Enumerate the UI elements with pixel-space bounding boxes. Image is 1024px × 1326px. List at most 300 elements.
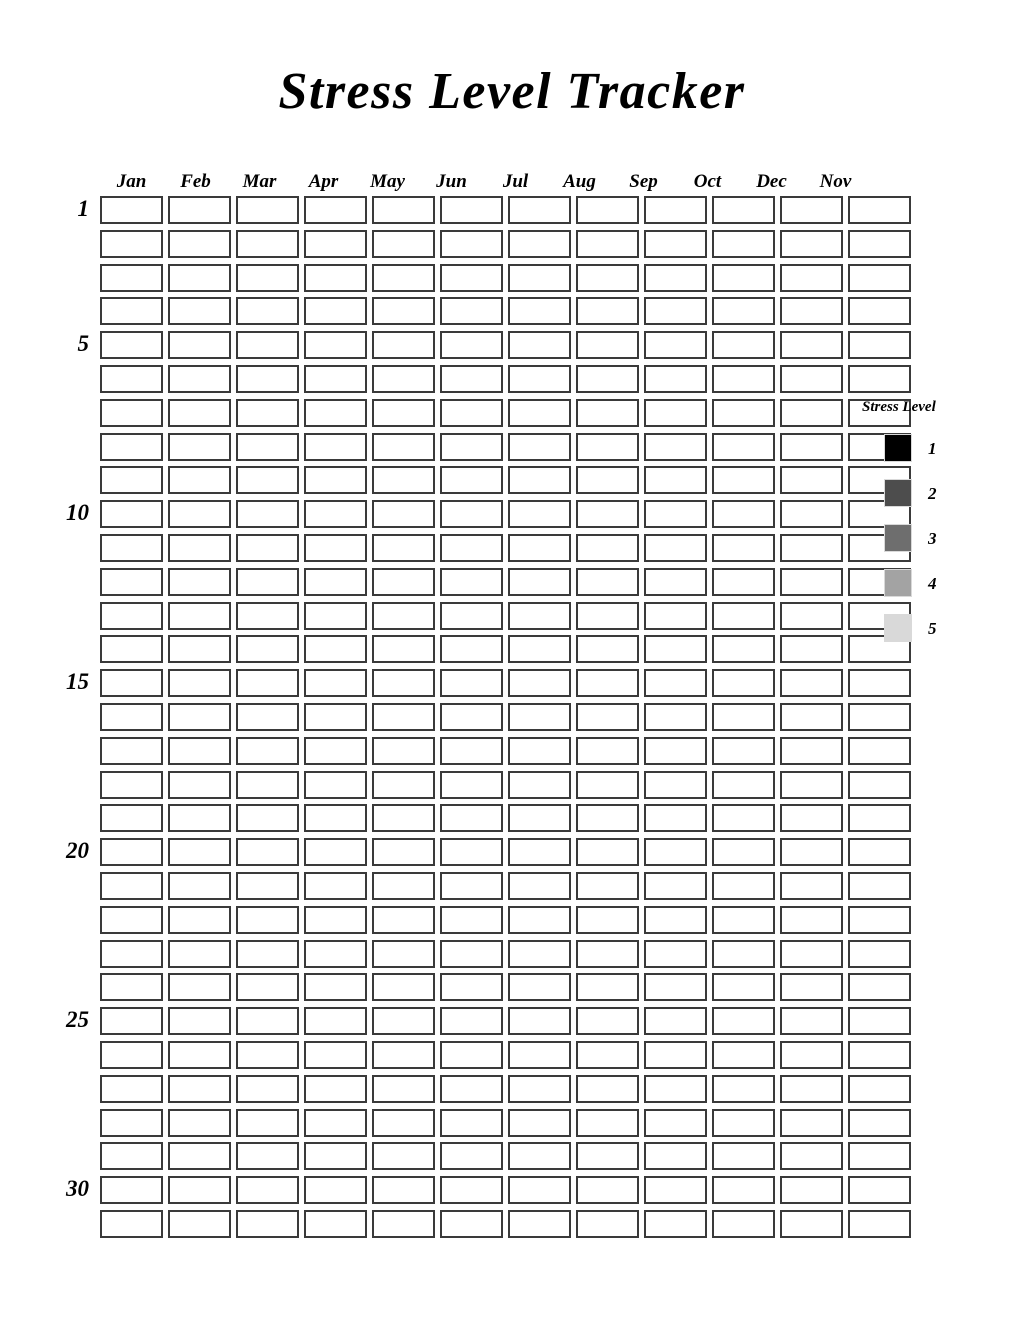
day-cell[interactable]	[712, 906, 775, 934]
day-cell[interactable]	[712, 196, 775, 224]
day-cell[interactable]	[236, 534, 299, 562]
day-cell[interactable]	[100, 568, 163, 596]
day-cell[interactable]	[508, 906, 571, 934]
day-cell[interactable]	[372, 1007, 435, 1035]
day-cell[interactable]	[168, 264, 231, 292]
day-cell[interactable]	[576, 1041, 639, 1069]
day-cell[interactable]	[440, 771, 503, 799]
day-cell[interactable]	[168, 838, 231, 866]
day-cell[interactable]	[236, 771, 299, 799]
day-cell[interactable]	[100, 466, 163, 494]
day-cell[interactable]	[644, 737, 707, 765]
day-cell[interactable]	[236, 669, 299, 697]
day-cell[interactable]	[508, 433, 571, 461]
day-cell[interactable]	[372, 771, 435, 799]
day-cell[interactable]	[508, 602, 571, 630]
day-cell[interactable]	[644, 1007, 707, 1035]
day-cell[interactable]	[440, 500, 503, 528]
day-cell[interactable]	[712, 1041, 775, 1069]
day-cell[interactable]	[236, 331, 299, 359]
day-cell[interactable]	[304, 872, 367, 900]
day-cell[interactable]	[372, 331, 435, 359]
day-cell[interactable]	[440, 1041, 503, 1069]
day-cell[interactable]	[304, 906, 367, 934]
day-cell[interactable]	[508, 669, 571, 697]
day-cell[interactable]	[372, 669, 435, 697]
day-cell[interactable]	[644, 872, 707, 900]
day-cell[interactable]	[100, 737, 163, 765]
day-cell[interactable]	[576, 804, 639, 832]
day-cell[interactable]	[508, 804, 571, 832]
day-cell[interactable]	[576, 1075, 639, 1103]
day-cell[interactable]	[780, 635, 843, 663]
day-cell[interactable]	[100, 230, 163, 258]
day-cell[interactable]	[168, 196, 231, 224]
day-cell[interactable]	[440, 838, 503, 866]
day-cell[interactable]	[304, 433, 367, 461]
day-cell[interactable]	[576, 1109, 639, 1137]
day-cell[interactable]	[168, 872, 231, 900]
day-cell[interactable]	[440, 331, 503, 359]
day-cell[interactable]	[372, 872, 435, 900]
day-cell[interactable]	[304, 230, 367, 258]
day-cell[interactable]	[644, 196, 707, 224]
day-cell[interactable]	[576, 973, 639, 1001]
day-cell[interactable]	[712, 973, 775, 1001]
day-cell[interactable]	[644, 365, 707, 393]
day-cell[interactable]	[236, 906, 299, 934]
day-cell[interactable]	[236, 297, 299, 325]
day-cell[interactable]	[780, 331, 843, 359]
day-cell[interactable]	[372, 635, 435, 663]
day-cell[interactable]	[236, 500, 299, 528]
day-cell[interactable]	[100, 433, 163, 461]
day-cell[interactable]	[236, 1176, 299, 1204]
day-cell[interactable]	[100, 906, 163, 934]
day-cell[interactable]	[372, 500, 435, 528]
day-cell[interactable]	[304, 568, 367, 596]
day-cell[interactable]	[576, 433, 639, 461]
day-cell[interactable]	[168, 433, 231, 461]
day-cell[interactable]	[644, 297, 707, 325]
day-cell[interactable]	[576, 331, 639, 359]
day-cell[interactable]	[508, 771, 571, 799]
day-cell[interactable]	[780, 230, 843, 258]
day-cell[interactable]	[508, 1210, 571, 1238]
day-cell[interactable]	[168, 771, 231, 799]
day-cell[interactable]	[848, 230, 911, 258]
day-cell[interactable]	[440, 973, 503, 1001]
day-cell[interactable]	[168, 602, 231, 630]
day-cell[interactable]	[168, 466, 231, 494]
day-cell[interactable]	[236, 568, 299, 596]
day-cell[interactable]	[712, 771, 775, 799]
day-cell[interactable]	[848, 1075, 911, 1103]
day-cell[interactable]	[304, 1210, 367, 1238]
day-cell[interactable]	[304, 703, 367, 731]
day-cell[interactable]	[848, 1007, 911, 1035]
day-cell[interactable]	[576, 297, 639, 325]
day-cell[interactable]	[236, 1142, 299, 1170]
day-cell[interactable]	[168, 804, 231, 832]
day-cell[interactable]	[440, 1109, 503, 1137]
day-cell[interactable]	[576, 264, 639, 292]
day-cell[interactable]	[100, 1041, 163, 1069]
day-cell[interactable]	[100, 399, 163, 427]
day-cell[interactable]	[372, 703, 435, 731]
day-cell[interactable]	[576, 602, 639, 630]
day-cell[interactable]	[372, 466, 435, 494]
day-cell[interactable]	[712, 331, 775, 359]
day-cell[interactable]	[100, 1075, 163, 1103]
day-cell[interactable]	[168, 973, 231, 1001]
day-cell[interactable]	[372, 230, 435, 258]
day-cell[interactable]	[712, 365, 775, 393]
day-cell[interactable]	[372, 399, 435, 427]
day-cell[interactable]	[508, 940, 571, 968]
day-cell[interactable]	[236, 872, 299, 900]
day-cell[interactable]	[304, 1041, 367, 1069]
day-cell[interactable]	[644, 771, 707, 799]
day-cell[interactable]	[236, 703, 299, 731]
day-cell[interactable]	[304, 399, 367, 427]
day-cell[interactable]	[848, 1210, 911, 1238]
day-cell[interactable]	[712, 568, 775, 596]
day-cell[interactable]	[100, 635, 163, 663]
day-cell[interactable]	[168, 635, 231, 663]
day-cell[interactable]	[168, 365, 231, 393]
day-cell[interactable]	[644, 703, 707, 731]
day-cell[interactable]	[576, 669, 639, 697]
day-cell[interactable]	[440, 1075, 503, 1103]
day-cell[interactable]	[304, 500, 367, 528]
day-cell[interactable]	[712, 602, 775, 630]
day-cell[interactable]	[304, 804, 367, 832]
day-cell[interactable]	[304, 365, 367, 393]
day-cell[interactable]	[168, 1041, 231, 1069]
day-cell[interactable]	[780, 872, 843, 900]
day-cell[interactable]	[440, 1007, 503, 1035]
day-cell[interactable]	[440, 602, 503, 630]
day-cell[interactable]	[304, 196, 367, 224]
day-cell[interactable]	[304, 1007, 367, 1035]
day-cell[interactable]	[644, 264, 707, 292]
day-cell[interactable]	[236, 230, 299, 258]
day-cell[interactable]	[100, 196, 163, 224]
day-cell[interactable]	[304, 1075, 367, 1103]
day-cell[interactable]	[848, 196, 911, 224]
day-cell[interactable]	[236, 365, 299, 393]
day-cell[interactable]	[304, 635, 367, 663]
day-cell[interactable]	[372, 1176, 435, 1204]
day-cell[interactable]	[168, 1142, 231, 1170]
day-cell[interactable]	[508, 737, 571, 765]
day-cell[interactable]	[780, 433, 843, 461]
day-cell[interactable]	[712, 804, 775, 832]
day-cell[interactable]	[644, 602, 707, 630]
day-cell[interactable]	[712, 500, 775, 528]
day-cell[interactable]	[372, 838, 435, 866]
day-cell[interactable]	[780, 804, 843, 832]
day-cell[interactable]	[848, 838, 911, 866]
day-cell[interactable]	[780, 1142, 843, 1170]
day-cell[interactable]	[372, 1142, 435, 1170]
day-cell[interactable]	[372, 196, 435, 224]
day-cell[interactable]	[100, 669, 163, 697]
day-cell[interactable]	[236, 602, 299, 630]
day-cell[interactable]	[644, 1210, 707, 1238]
day-cell[interactable]	[372, 1041, 435, 1069]
day-cell[interactable]	[440, 1176, 503, 1204]
day-cell[interactable]	[440, 906, 503, 934]
day-cell[interactable]	[848, 297, 911, 325]
day-cell[interactable]	[508, 534, 571, 562]
day-cell[interactable]	[440, 399, 503, 427]
day-cell[interactable]	[304, 534, 367, 562]
day-cell[interactable]	[168, 1075, 231, 1103]
day-cell[interactable]	[576, 771, 639, 799]
day-cell[interactable]	[576, 466, 639, 494]
day-cell[interactable]	[304, 737, 367, 765]
day-cell[interactable]	[508, 331, 571, 359]
day-cell[interactable]	[236, 940, 299, 968]
day-cell[interactable]	[100, 331, 163, 359]
day-cell[interactable]	[712, 1109, 775, 1137]
day-cell[interactable]	[304, 1142, 367, 1170]
day-cell[interactable]	[848, 771, 911, 799]
day-cell[interactable]	[440, 635, 503, 663]
day-cell[interactable]	[372, 1109, 435, 1137]
day-cell[interactable]	[236, 399, 299, 427]
day-cell[interactable]	[780, 264, 843, 292]
day-cell[interactable]	[508, 973, 571, 1001]
day-cell[interactable]	[304, 1109, 367, 1137]
day-cell[interactable]	[100, 804, 163, 832]
day-cell[interactable]	[848, 331, 911, 359]
day-cell[interactable]	[440, 1210, 503, 1238]
day-cell[interactable]	[780, 1041, 843, 1069]
day-cell[interactable]	[712, 230, 775, 258]
day-cell[interactable]	[576, 568, 639, 596]
day-cell[interactable]	[848, 365, 911, 393]
day-cell[interactable]	[168, 534, 231, 562]
day-cell[interactable]	[100, 1142, 163, 1170]
day-cell[interactable]	[168, 1176, 231, 1204]
day-cell[interactable]	[508, 297, 571, 325]
day-cell[interactable]	[100, 1210, 163, 1238]
day-cell[interactable]	[644, 669, 707, 697]
day-cell[interactable]	[644, 838, 707, 866]
day-cell[interactable]	[780, 534, 843, 562]
day-cell[interactable]	[848, 940, 911, 968]
day-cell[interactable]	[712, 1007, 775, 1035]
day-cell[interactable]	[508, 1007, 571, 1035]
day-cell[interactable]	[712, 1075, 775, 1103]
day-cell[interactable]	[780, 399, 843, 427]
day-cell[interactable]	[576, 906, 639, 934]
day-cell[interactable]	[100, 1007, 163, 1035]
day-cell[interactable]	[168, 297, 231, 325]
day-cell[interactable]	[780, 838, 843, 866]
day-cell[interactable]	[372, 1210, 435, 1238]
day-cell[interactable]	[372, 433, 435, 461]
day-cell[interactable]	[236, 264, 299, 292]
day-cell[interactable]	[168, 331, 231, 359]
day-cell[interactable]	[440, 940, 503, 968]
day-cell[interactable]	[644, 635, 707, 663]
day-cell[interactable]	[304, 297, 367, 325]
day-cell[interactable]	[440, 737, 503, 765]
day-cell[interactable]	[304, 973, 367, 1001]
day-cell[interactable]	[848, 804, 911, 832]
day-cell[interactable]	[100, 534, 163, 562]
day-cell[interactable]	[236, 466, 299, 494]
day-cell[interactable]	[100, 264, 163, 292]
day-cell[interactable]	[848, 703, 911, 731]
day-cell[interactable]	[168, 568, 231, 596]
day-cell[interactable]	[236, 1109, 299, 1137]
day-cell[interactable]	[712, 399, 775, 427]
day-cell[interactable]	[780, 940, 843, 968]
day-cell[interactable]	[304, 331, 367, 359]
day-cell[interactable]	[508, 466, 571, 494]
day-cell[interactable]	[508, 838, 571, 866]
day-cell[interactable]	[100, 1109, 163, 1137]
day-cell[interactable]	[712, 466, 775, 494]
day-cell[interactable]	[372, 906, 435, 934]
day-cell[interactable]	[576, 635, 639, 663]
day-cell[interactable]	[644, 331, 707, 359]
day-cell[interactable]	[304, 1176, 367, 1204]
day-cell[interactable]	[644, 466, 707, 494]
day-cell[interactable]	[440, 1142, 503, 1170]
day-cell[interactable]	[236, 433, 299, 461]
day-cell[interactable]	[508, 365, 571, 393]
day-cell[interactable]	[780, 196, 843, 224]
day-cell[interactable]	[236, 737, 299, 765]
day-cell[interactable]	[780, 466, 843, 494]
day-cell[interactable]	[372, 297, 435, 325]
day-cell[interactable]	[848, 1142, 911, 1170]
day-cell[interactable]	[100, 1176, 163, 1204]
day-cell[interactable]	[712, 1210, 775, 1238]
day-cell[interactable]	[236, 1007, 299, 1035]
day-cell[interactable]	[100, 940, 163, 968]
day-cell[interactable]	[508, 703, 571, 731]
day-cell[interactable]	[100, 973, 163, 1001]
day-cell[interactable]	[712, 872, 775, 900]
day-cell[interactable]	[576, 1210, 639, 1238]
day-cell[interactable]	[304, 466, 367, 494]
day-cell[interactable]	[644, 1041, 707, 1069]
day-cell[interactable]	[848, 1176, 911, 1204]
day-cell[interactable]	[508, 568, 571, 596]
day-cell[interactable]	[508, 1041, 571, 1069]
day-cell[interactable]	[848, 1109, 911, 1137]
day-cell[interactable]	[576, 1176, 639, 1204]
day-cell[interactable]	[440, 365, 503, 393]
day-cell[interactable]	[440, 264, 503, 292]
day-cell[interactable]	[780, 1176, 843, 1204]
day-cell[interactable]	[644, 568, 707, 596]
day-cell[interactable]	[712, 703, 775, 731]
day-cell[interactable]	[644, 500, 707, 528]
day-cell[interactable]	[236, 804, 299, 832]
day-cell[interactable]	[712, 264, 775, 292]
day-cell[interactable]	[100, 872, 163, 900]
day-cell[interactable]	[712, 297, 775, 325]
day-cell[interactable]	[712, 737, 775, 765]
day-cell[interactable]	[236, 838, 299, 866]
day-cell[interactable]	[576, 737, 639, 765]
day-cell[interactable]	[304, 602, 367, 630]
day-cell[interactable]	[780, 703, 843, 731]
day-cell[interactable]	[236, 1075, 299, 1103]
day-cell[interactable]	[236, 196, 299, 224]
day-cell[interactable]	[440, 433, 503, 461]
day-cell[interactable]	[236, 973, 299, 1001]
day-cell[interactable]	[644, 534, 707, 562]
day-cell[interactable]	[644, 1075, 707, 1103]
day-cell[interactable]	[780, 1210, 843, 1238]
day-cell[interactable]	[236, 1041, 299, 1069]
day-cell[interactable]	[712, 1176, 775, 1204]
day-cell[interactable]	[508, 500, 571, 528]
day-cell[interactable]	[644, 230, 707, 258]
day-cell[interactable]	[712, 433, 775, 461]
day-cell[interactable]	[508, 872, 571, 900]
day-cell[interactable]	[712, 940, 775, 968]
day-cell[interactable]	[372, 534, 435, 562]
day-cell[interactable]	[848, 872, 911, 900]
day-cell[interactable]	[168, 703, 231, 731]
day-cell[interactable]	[372, 737, 435, 765]
day-cell[interactable]	[644, 1109, 707, 1137]
day-cell[interactable]	[236, 635, 299, 663]
day-cell[interactable]	[780, 1075, 843, 1103]
day-cell[interactable]	[848, 737, 911, 765]
day-cell[interactable]	[168, 737, 231, 765]
day-cell[interactable]	[780, 365, 843, 393]
day-cell[interactable]	[780, 568, 843, 596]
day-cell[interactable]	[304, 264, 367, 292]
day-cell[interactable]	[100, 602, 163, 630]
day-cell[interactable]	[304, 838, 367, 866]
day-cell[interactable]	[100, 703, 163, 731]
day-cell[interactable]	[576, 365, 639, 393]
day-cell[interactable]	[508, 1142, 571, 1170]
day-cell[interactable]	[712, 534, 775, 562]
day-cell[interactable]	[372, 264, 435, 292]
day-cell[interactable]	[372, 602, 435, 630]
day-cell[interactable]	[780, 669, 843, 697]
day-cell[interactable]	[100, 365, 163, 393]
day-cell[interactable]	[508, 1075, 571, 1103]
day-cell[interactable]	[100, 500, 163, 528]
day-cell[interactable]	[508, 635, 571, 663]
day-cell[interactable]	[168, 906, 231, 934]
day-cell[interactable]	[100, 838, 163, 866]
day-cell[interactable]	[440, 534, 503, 562]
day-cell[interactable]	[508, 1176, 571, 1204]
day-cell[interactable]	[712, 1142, 775, 1170]
day-cell[interactable]	[644, 433, 707, 461]
day-cell[interactable]	[780, 500, 843, 528]
day-cell[interactable]	[304, 669, 367, 697]
day-cell[interactable]	[440, 230, 503, 258]
day-cell[interactable]	[100, 297, 163, 325]
day-cell[interactable]	[576, 196, 639, 224]
